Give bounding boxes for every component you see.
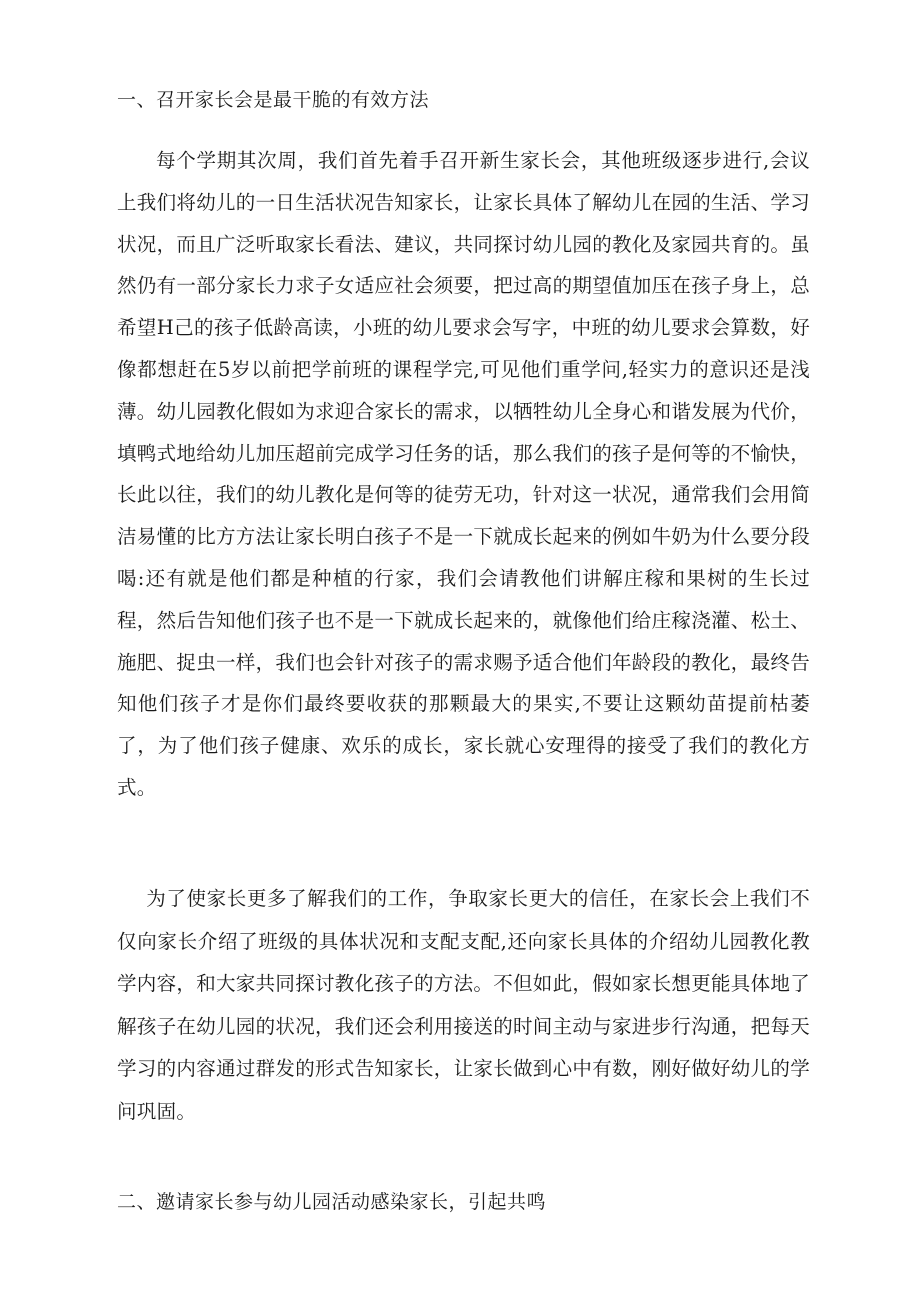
- paragraph-1: 每个学期其次周，我们首先着手召开新生家长会，其他班级逐步进行,会议上我们将幼儿的一日生活状况告知家长，让家长具体了解幼儿在园的生活、学习状况，而且广泛听取家长看法、建议，共同探讨幼儿园的教化及家园共育的。虽然仍有一部分家长力求子女适应社会须要，把过高的期望值加压在孩子身上，总希望H己的孩子低龄高读，小班的幼儿要求会写字，中班的幼儿要求会算数，好像都想赶在5岁以前把学前班的课程学完,可见他们重学问,轻实力的意识还是浅薄。幼儿园教化假如为求迎合家长的需求，以牺牲幼儿全身心和谐发展为代价，填鸭式地给幼儿加压超前完成学习任务的话，那么我们的孩子是何等的不愉快，长此以往，我们的幼儿教化是何等的徒劳无功，针对这一状况，通常我们会用简洁易懂的比方方法让家长明白孩子不是一下就成长起来的例如牛奶为什么要分段喝:还有就是他们都是种植的行家，我们会请教他们讲解庄稼和果树的生长过程，然后告知他们孩子也不是一下就成长起来的，就像他们给庄稼浇灌、松土、施肥、捉虫一样，我们也会针对孩子的需求赐予适合他们年龄段的教化，最终告知他们孩子才是你们最终要收获的那颗最大的果实,不要让这颗幼苗提前枯萎了，为了他们孩子健康、欢乐的成长，家长就心安理得的接受了我们的教化方式。: [117, 149, 811, 799]
- section-heading-1: 一、召开家长会是最干脆的有效方法: [117, 89, 430, 111]
- section-heading-2: 二、邀请家长参与幼儿园活动感染家长，引起共鸣: [117, 1191, 547, 1213]
- paragraph-2: 为了使家长更多了解我们的工作，争取家长更大的信任，在家长会上我们不仅向家长介绍了班级的具体状况和支配支配,还向家长具体的介绍幼儿园教化教学内容，和大家共同探讨教化孩子的方法。不但如此，假如家长想更能具体地了解孩子在幼儿园的状况，我们还会利用接送的时间主动与家进步行沟通，把每天学习的内容通过群发的形式告知家长，让家长做到心中有数，刚好做好幼儿的学问巩固。: [117, 887, 811, 1123]
